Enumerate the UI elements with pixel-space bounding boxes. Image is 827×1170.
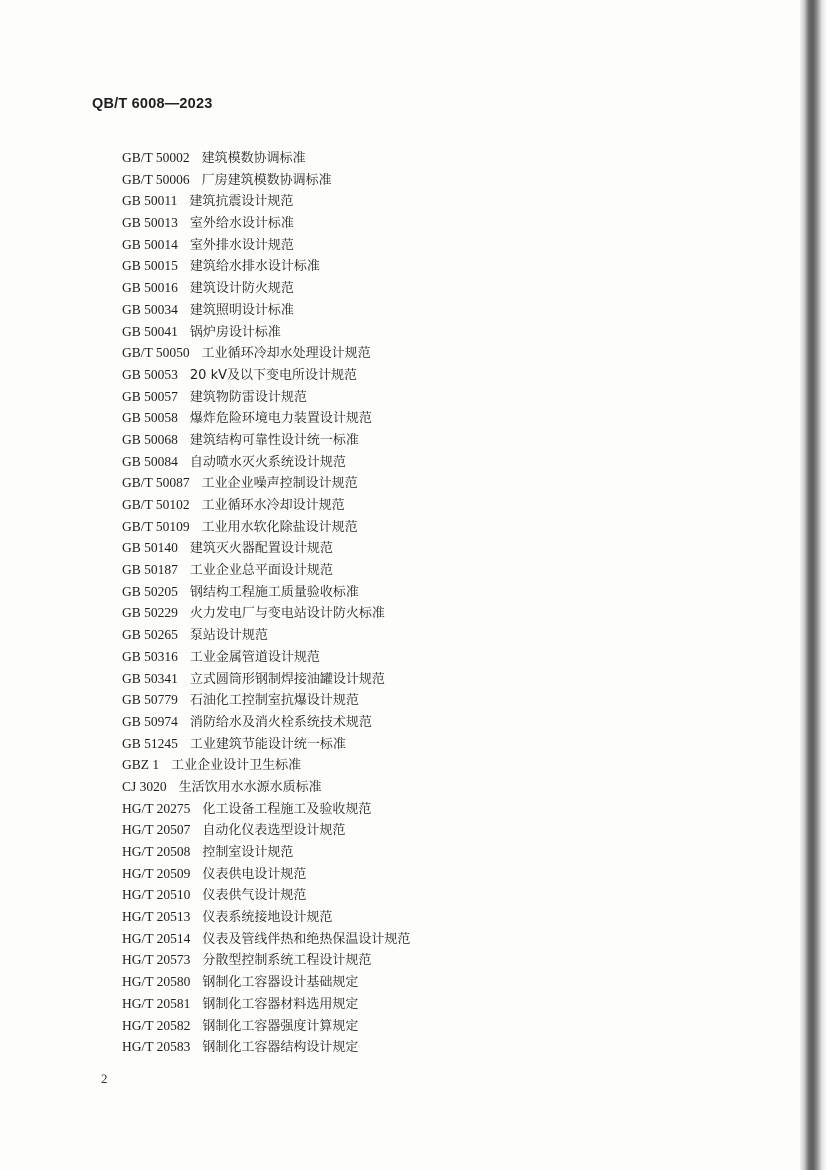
reference-code: GB/T 50002 — [122, 150, 190, 165]
reference-code: GB 50053 — [122, 366, 178, 382]
reference-item — [122, 863, 410, 885]
reference-title: 建筑给水排水设计标准 — [189, 259, 320, 275]
reference-item — [122, 429, 410, 451]
reference-item — [122, 321, 410, 343]
reference-title: 石油化工控制室抗爆设计规范 — [189, 693, 359, 709]
reference-title: 工业企业设计卫生标准 — [171, 758, 302, 774]
reference-item — [122, 364, 410, 386]
reference-item — [122, 993, 410, 1015]
reference-item — [122, 255, 410, 277]
reference-item — [122, 711, 410, 733]
reference-item — [122, 841, 410, 863]
reference-code: GB 50084 — [122, 453, 178, 469]
reference-code: GB 50058 — [122, 410, 178, 426]
reference-title: 室外给水设计标准 — [189, 216, 294, 232]
reference-code: HG/T 20508 — [122, 844, 191, 859]
reference-code: HG/T 20581 — [122, 995, 191, 1011]
reference-item — [122, 190, 410, 212]
reference-code: HG/T 20507 — [122, 822, 191, 838]
reference-item — [122, 559, 410, 581]
reference-title: 厂房建筑模数协调标准 — [201, 172, 332, 188]
reference-code: GB 50057 — [122, 388, 178, 404]
reference-code: HG/T 20275 — [122, 800, 191, 816]
reference-item — [122, 1036, 410, 1058]
reference-title: 钢制化工容器材料选用规定 — [202, 996, 359, 1012]
reference-title: 建筑抗震设计规范 — [189, 194, 294, 210]
reference-item — [122, 147, 410, 169]
reference-item — [122, 602, 410, 624]
reference-item — [122, 386, 410, 408]
reference-item — [122, 277, 410, 299]
page-number: 2 — [101, 1071, 108, 1086]
reference-item — [122, 971, 410, 993]
reference-title: 仪表及管线伴热和绝热保温设计规范 — [202, 931, 411, 947]
reference-title: 钢制化工容器结构设计规定 — [202, 1040, 359, 1056]
reference-item — [122, 494, 410, 516]
reference-title: 工业循环冷却水处理设计规范 — [201, 346, 371, 362]
reference-item — [122, 624, 410, 646]
reference-code: GB 50015 — [122, 258, 178, 274]
reference-code: GB 50779 — [122, 692, 178, 708]
reference-code: HG/T 20583 — [122, 1039, 191, 1055]
reference-item — [122, 646, 410, 668]
reference-item — [122, 906, 410, 928]
reference-code: GB 51245 — [122, 735, 178, 751]
reference-item — [122, 754, 410, 776]
reference-item — [122, 299, 410, 321]
reference-title: 分散型控制系统工程设计规范 — [202, 953, 372, 969]
reference-title: 工业企业总平面设计规范 — [189, 563, 333, 579]
reference-item — [122, 342, 410, 364]
reference-code: GB 50205 — [122, 583, 178, 599]
reference-title: 仪表供电设计规范 — [202, 866, 307, 882]
reference-title: 爆炸危险环境电力装置设计规范 — [189, 411, 372, 427]
reference-title: 工业循环水冷却设计规范 — [201, 498, 345, 513]
reference-code: GB 50974 — [122, 713, 178, 729]
reference-code: GB 50068 — [122, 431, 178, 447]
reference-code: HG/T 20582 — [122, 1017, 191, 1033]
reference-code: GBZ 1 — [122, 757, 160, 773]
reference-title: 消防给水及消火栓系统技术规范 — [189, 714, 372, 730]
reference-title: 自动喷水灭火系统设计规范 — [189, 454, 346, 470]
reference-item — [122, 928, 410, 950]
reference-title: 火力发电厂与变电站设计防火标准 — [189, 606, 385, 622]
reference-code: HG/T 20513 — [122, 909, 191, 925]
reference-item — [122, 776, 410, 798]
reference-code: GB 50016 — [122, 280, 178, 296]
reference-item — [122, 472, 410, 494]
reference-item — [122, 516, 410, 538]
reference-item — [122, 733, 410, 755]
reference-title: 建筑灭火器配置设计规范 — [189, 541, 333, 557]
reference-item — [122, 234, 410, 256]
reference-title: 工业用水软化除盐设计规范 — [201, 519, 358, 535]
reference-item — [122, 212, 410, 234]
reference-title: 建筑设计防火规范 — [189, 281, 294, 297]
reference-code: GB 50187 — [122, 562, 178, 578]
reference-item — [122, 407, 410, 429]
reference-title: 泵站设计规范 — [189, 628, 268, 644]
reference-code: GB/T 50050 — [122, 345, 190, 361]
reference-code: GB 50011 — [122, 193, 178, 209]
reference-code: HG/T 20514 — [122, 930, 191, 946]
reference-item — [122, 668, 410, 690]
reference-code: GB/T 50109 — [122, 518, 190, 534]
reference-code: HG/T 20573 — [122, 952, 191, 968]
reference-code: GB 50341 — [122, 670, 178, 686]
reference-code: GB 50229 — [122, 605, 178, 621]
reference-title: 仪表系统接地设计规范 — [202, 910, 333, 926]
reference-item — [122, 884, 410, 906]
reference-code: HG/T 20510 — [122, 887, 191, 903]
reference-title: 锅炉房设计标准 — [189, 324, 281, 340]
reference-code: GB 50140 — [122, 540, 178, 556]
reference-item — [122, 581, 410, 603]
reference-title: 钢制化工容器强度计算规定 — [202, 1018, 359, 1034]
page-edge-shadow — [800, 0, 827, 1170]
reference-item — [122, 1015, 410, 1037]
page-header-standard-code: QB/T 6008—2023 — [92, 96, 213, 112]
reference-title: 建筑结构可靠性设计统一标准 — [189, 432, 359, 448]
reference-title: 建筑模数协调标准 — [201, 151, 306, 166]
reference-title: 自动化仪表选型设计规范 — [202, 823, 346, 839]
reference-code: GB/T 50102 — [122, 497, 190, 512]
reference-item — [122, 819, 410, 841]
reference-title: 化工设备工程施工及验收规范 — [202, 801, 372, 817]
reference-code: HG/T 20580 — [122, 974, 191, 990]
reference-title: 立式圆筒形钢制焊接油罐设计规范 — [189, 671, 385, 687]
reference-title: 建筑照明设计标准 — [189, 302, 294, 318]
reference-item — [122, 537, 410, 559]
reference-item — [122, 949, 410, 971]
reference-title: 仪表供气设计规范 — [202, 888, 307, 904]
reference-code: GB/T 50006 — [122, 171, 190, 187]
reference-code: CJ 3020 — [122, 778, 167, 794]
reference-title: 钢制化工容器设计基础规定 — [202, 975, 359, 991]
reference-title: 工业建筑节能设计统一标准 — [189, 736, 346, 752]
reference-code: GB 50013 — [122, 215, 178, 231]
reference-code: GB 50034 — [122, 301, 178, 317]
reference-item — [122, 169, 410, 191]
reference-code: GB 50316 — [122, 648, 178, 664]
reference-code: GB 50265 — [122, 627, 178, 643]
reference-title: 建筑物防雷设计规范 — [189, 389, 307, 405]
reference-title: 钢结构工程施工质量验收标准 — [189, 584, 359, 600]
reference-code: GB 50041 — [122, 323, 178, 339]
reference-title: 室外排水设计规范 — [189, 237, 294, 253]
reference-code: HG/T 20509 — [122, 865, 191, 881]
reference-title: 20 kV及以下变电所设计规范 — [189, 367, 357, 383]
reference-code: GB/T 50087 — [122, 475, 190, 491]
reference-title: 工业金属管道设计规范 — [189, 649, 320, 665]
reference-item — [122, 689, 410, 711]
reference-title: 工业企业噪声控制设计规范 — [201, 476, 358, 492]
normative-references-list — [122, 147, 410, 1058]
reference-title: 生活饮用水水源水质标准 — [178, 779, 322, 795]
reference-code: GB 50014 — [122, 236, 178, 252]
reference-title: 控制室设计规范 — [202, 845, 294, 860]
reference-item — [122, 451, 410, 473]
reference-item — [122, 798, 410, 820]
